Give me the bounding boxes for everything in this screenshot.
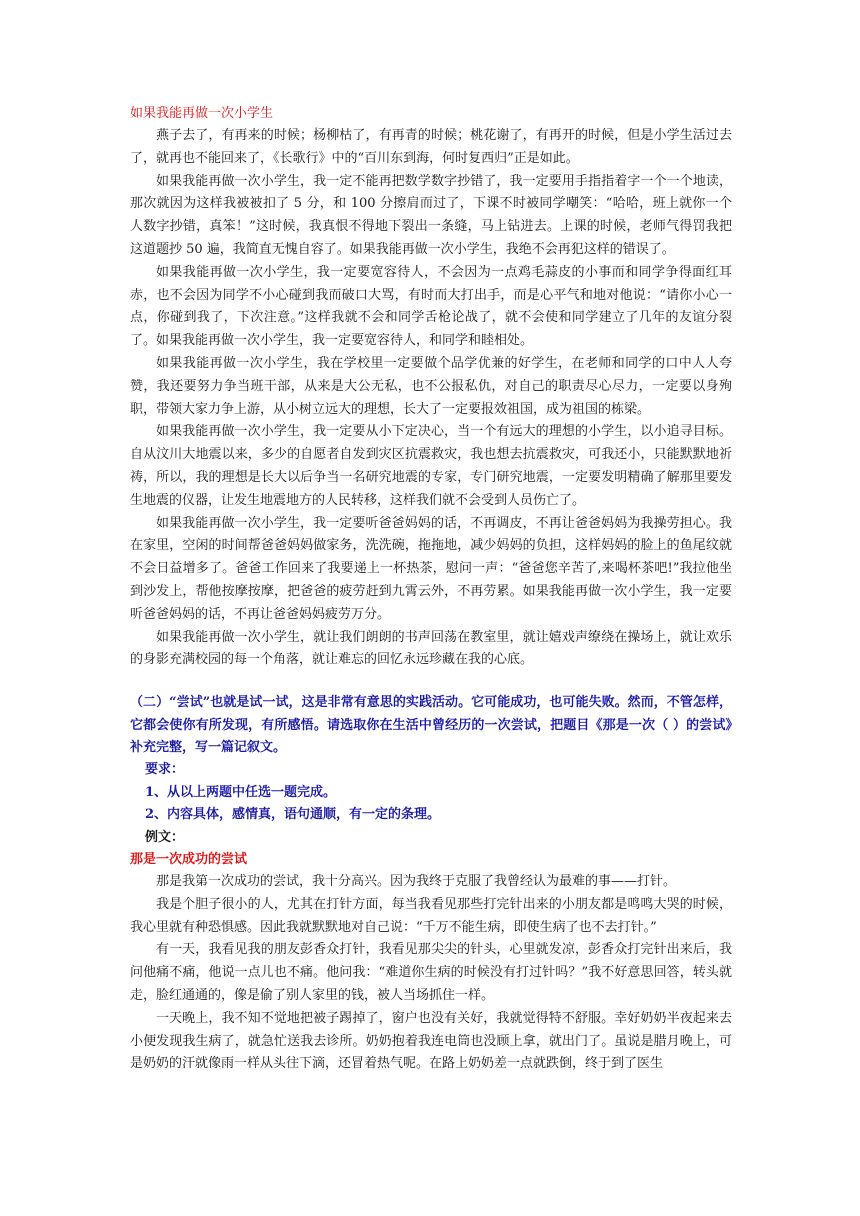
requirements-label: 要求： [145, 762, 185, 778]
essay1-paragraph-3: 如果我能再做一次小学生，我一定要宽容待人，不会因为一点鸡毛蒜皮的小事而和同学争得面红耳赤，也不会因为同学不小心碰到我而破口大骂，有时而大打出手，而是心平气和地对他说：“请你小心一点，你碰到我了，下次注意。”这样我就不会和同学舌枪论战了，就不会使和同学建立了几年的友谊分裂了。如果我能再做一次小学生，我一定要宽容待人，和同学和睦相处。 [130, 264, 732, 349]
section-spacer [130, 672, 732, 692]
essay1-paragraph-5: 如果我能再做一次小学生，我一定要从小下定决心，当一个有远大的理想的小学生，以小追寻目标。自从汶川大地震以来，多少的自愿者自发到灾区抗震救灾，我也想去抗震救灾，可我还小，只能默默地祈祷，所以，我的理想是长大以后争当一名研究地震的专家，专门研究地震，一定要发明精确了解那里要发生地震的仪器，让发生地震地方的人民转移，这样我们就不会受到人员伤亡了。 [130, 424, 732, 508]
essay2-title: 那是一次成功的尝试 [130, 851, 248, 867]
requirement-item-1: 1、从以上两题中任选一题完成。 [145, 784, 337, 800]
essay2-paragraph-1: 那是我第一次成功的尝试，我十分高兴。因为我终于克服了我曾经认为最难的事——打针。 [156, 873, 677, 889]
requirement-item-2: 2、内容具体，感情真，语句通顺，有一定的条理。 [145, 807, 441, 823]
example-label: 例文： [145, 829, 185, 845]
document-page [130, 103, 732, 1076]
essay2-paragraph-3: 有一天，我看见我的朋友彭香众打针，我看见那尖尖的针头，心里就发凉，彭香众打完针出来后，我问他痛不痛，他说一点儿也不痛。他问我：“难道你生病的时候没有打过针吗？”我不好意思回答，转头就走，脸红通通的，像是偷了别人家里的钱，被人当场抓住一样。 [130, 942, 732, 1003]
writing-task-prompt: （二）“尝试”也就是试一试，这是非常有意思的实践活动。它可能成功，也可能失败。然而，不管怎样，它都会使你有所发现，有所感悟。请选取你在生活中曾经历的一次尝试，把题目《那是一次（ ）的尝试》补充完整，写一篇记叙文。 [130, 695, 732, 755]
essay1-paragraph-7: 如果我能再做一次小学生，就让我们朗朗的书声回荡在教室里，就让嬉戏声缭绕在操场上，就让欢乐的身影充满校园的每一个角落，就让难忘的回忆永远珍藏在我的心底。 [130, 629, 732, 668]
essay1-title: 如果我能再做一次小学生 [130, 106, 274, 121]
essay1-paragraph-6: 如果我能再做一次小学生，我一定要听爸爸妈妈的话，不再调皮，不再让爸爸妈妈为我操劳担心。我在家里，空闲的时间帮爸爸妈妈做家务，洗洗碗，拖拖地，减少妈妈的负担，这样妈妈的脸上的鱼尾纹就不会日益增多了。爸爸工作回来了我要递上一杯热茶，慰问一声：“爸爸您辛苦了,来喝杯茶吧!”我拉他坐到沙发上，帮他按摩按摩，把爸爸的疲劳赶到九霄云外，不再劳累。如果我能再做一次小学生，我一定要听爸爸妈妈的话，不再让爸爸妈妈疲劳万分。 [130, 515, 732, 622]
essay1-paragraph-1: 燕子去了，有再来的时候；杨柳枯了，有再青的时候；桃花谢了，有再开的时候，但是小学生活过去了，就再也不能回来了，《长歌行》中的“百川东到海，何时复西归”正是如此。 [130, 128, 732, 166]
essay1-paragraph-2: 如果我能再做一次小学生，我一定不能再把数学数字抄错了，我一定要用手指指着字一个一个地读，那次就因为这样我被被扣了 5 分，和 100 分擦肩而过了，下课不时被同学嘲笑：“哈哈，班上就你一个人数字抄错，真笨！”这时候，我真恨不得地下裂出一条缝，马上钻进去。上课的时候，老师气得罚我把这道题抄 50 遍，我简直无愧自容了。如果我能再做一次小学生，我绝不会再犯这样的错误了。 [130, 173, 732, 257]
essay2-paragraph-4: 一天晚上，我不知不觉地把被子踢掉了，窗户也没有关好，我就觉得特不舒服。幸好奶奶半夜起来去小便发现我生病了，就急忙送我去诊所。奶奶抱着我连电筒也没顾上拿，就出门了。虽说是腊月晚上，可是奶奶的汗就像雨一样从头往下滴，还冒着热气呢。在路上奶奶差一点就跌倒，终于到了医生 [130, 1010, 732, 1072]
essay2-paragraph-2: 我是个胆子很小的人，尤其在打针方面，每当我看见那些打完针出来的小朋友都是鸣鸣大哭的时候，我心里就有种恐惧感。因此我就默默地对自己说：“千万不能生病，即使生病了也不去打针。” [130, 896, 732, 935]
essay1-paragraph-4: 如果我能再做一次小学生，我在学校里一定要做个品学优兼的好学生，在老师和同学的口中人人夸赞，我还要努力争当班干部，从来是大公无私，也不公报私仇，对自己的职责尽心尽力，一定要以身殉职，带领大家力争上游，从小树立远大的理想，长大了一定要报效祖国，成为祖国的栋梁。 [130, 355, 732, 417]
